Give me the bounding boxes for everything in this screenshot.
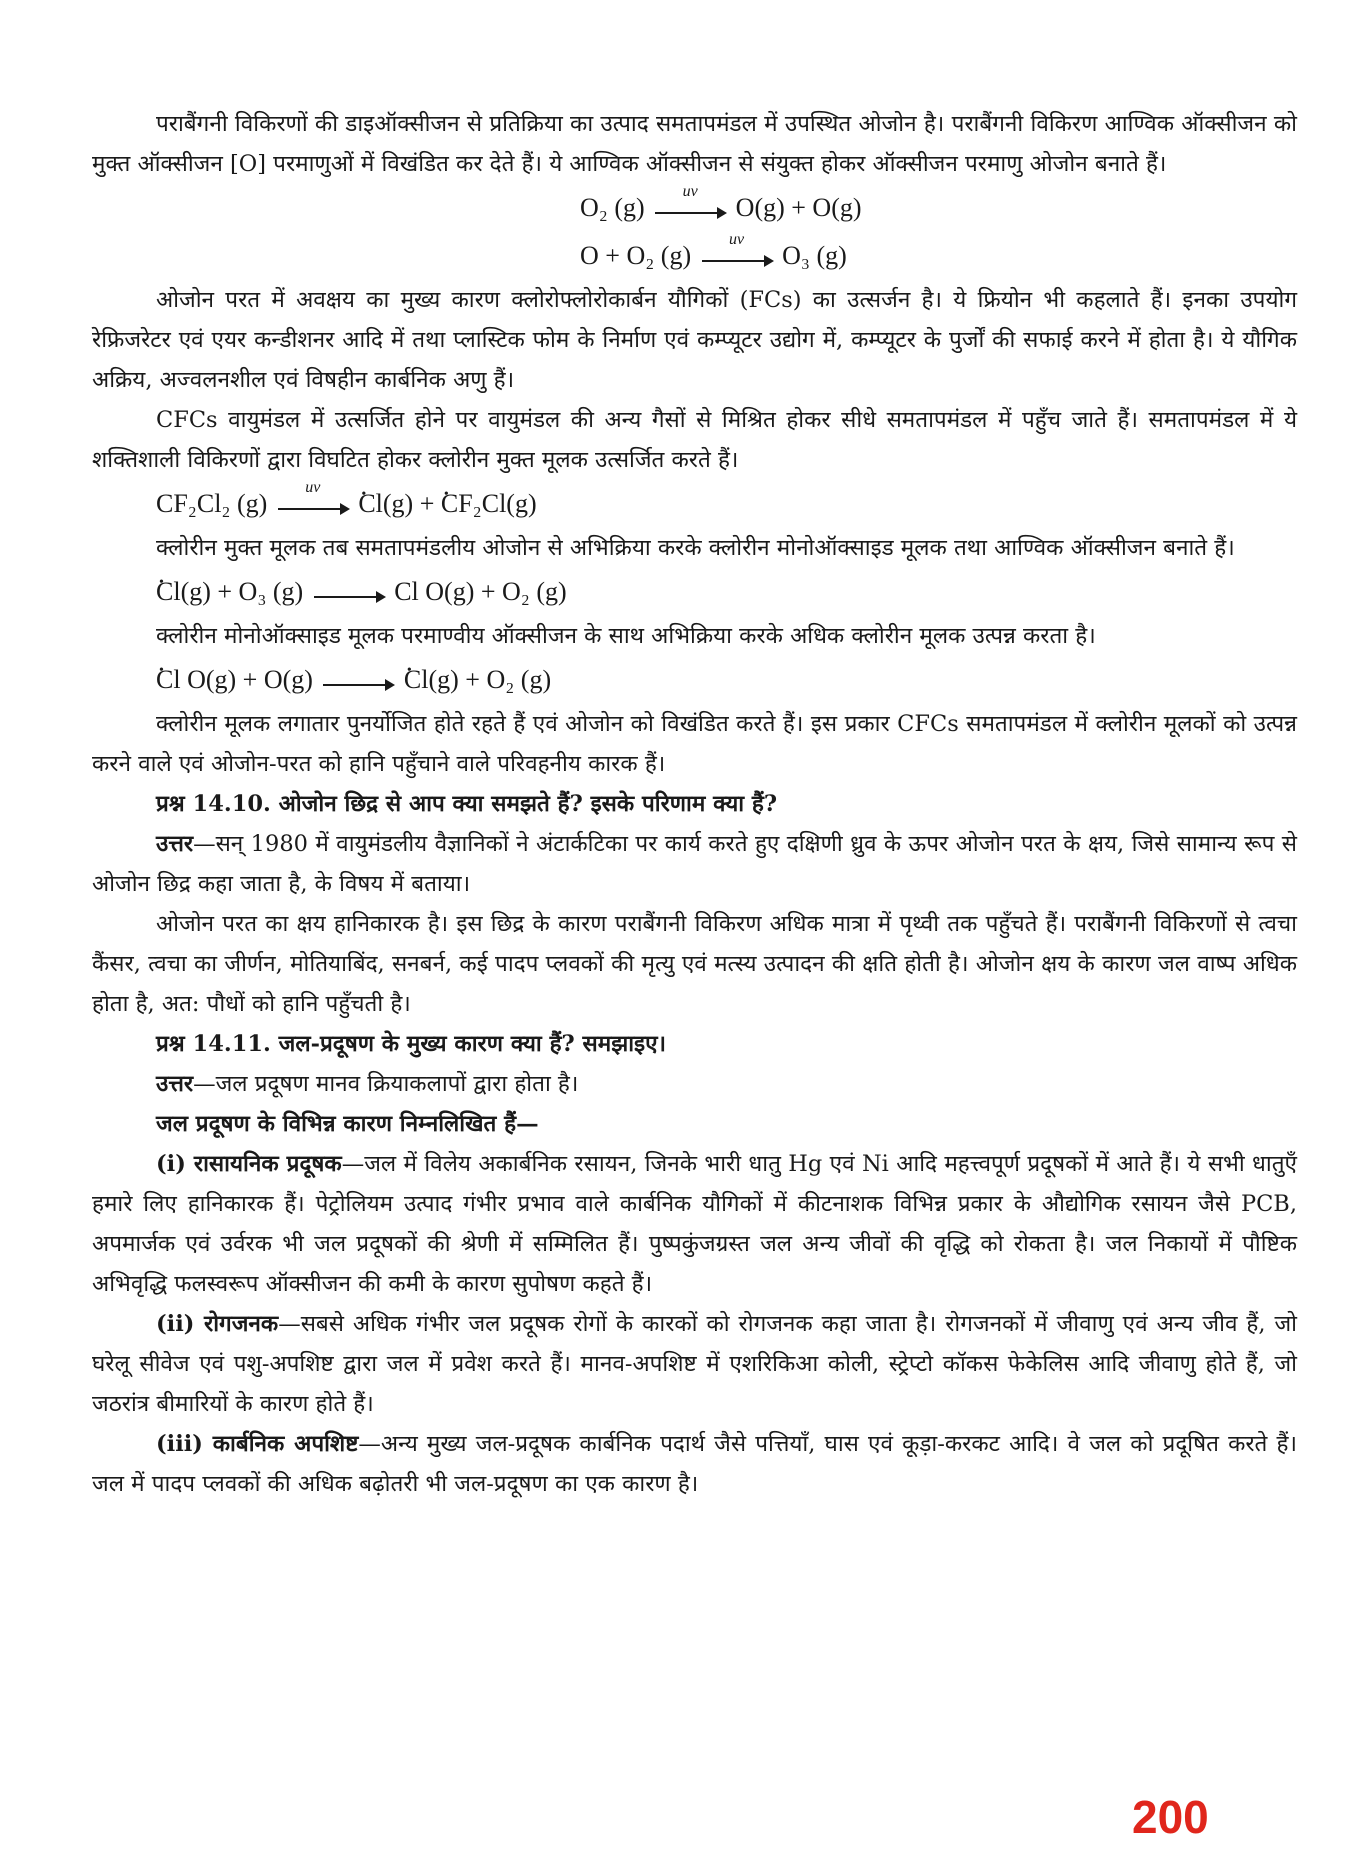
- paragraph-uv-ozone: पराबैंगनी विकिरणों की डाइऑक्सीजन से प्रतिक्रिया का उत्पाद समतापमंडल में उपस्थित ओजोन है। पराबैंगनी विकिरण आण्विक ऑक्सीजन को मुक्त ऑक्सीजन [O] परमाणुओं में विखंडित कर देते हैं। ये आण्विक ऑक्सीजन से संयुक्त होकर ऑक्सीजन परमाणु ओजोन बनाते हैं।: [92, 111, 1297, 177]
- answer-14-10: [92, 824, 1297, 904]
- answer-14-11: [92, 1064, 1297, 1104]
- reaction-arrow-icon: [702, 231, 772, 262]
- reaction-arrow-icon: [323, 678, 393, 686]
- equation-rhs-radical: • Cl(g) +: [358, 489, 441, 518]
- cause-pathogens: [92, 1304, 1297, 1424]
- cause-text: —जल में विलेय अकार्बनिक रसायन, जिनके भारी धातु Hg एवं Ni आदि महत्त्वपूर्ण प्रदूषकों में आते हैं। ये सभी धातुएँ हमारे लिए हानिकारक हैं। पेट्रोलियम उत्पाद गंभीर प्रभाव वाले कार्बनिक यौगिकों में कीटनाशक विभिन्न प्रकार के औद्योगिक रसायन जैसे PCB, अपमार्जक एवं उर्वरक भी जल प्रदूषकों की श्रेणी में सम्मिलित हैं। पुष्पकुंजग्रस्त जल अन्य जीवों की वृद्धि को रोकता है। जल निकायों में पौष्टिक अभिवृद्धि फलस्वरूप ऑक्सीजन की कमी के कारण सुपोषण कहते हैं।: [92, 1151, 1297, 1297]
- equation-lhs: • Cl(g) + O₃ (g): [156, 577, 303, 606]
- paragraph-chlorine-cycle: क्लोरीन मूलक लगातार पुनर्योजित होते रहते हैं एवं ओजोन को विखंडित करते हैं। इस प्रकार CFCs समतापमंडल में क्लोरीन मूलकों को उत्पन्न करने वाले एवं ओजोन-परत को हानि पहुँचाने वाले परिवहनीय कारक हैं।: [92, 711, 1297, 777]
- cause-chemical: [92, 1144, 1297, 1304]
- equation-lhs: O + O₂ (g): [580, 241, 692, 270]
- equation-o2-split: [92, 184, 1297, 232]
- equation-lhs: CF₂Cl₂ (g): [156, 489, 268, 518]
- uv-label: uv: [682, 183, 698, 201]
- answer-text: —सन् 1980 में वायुमंडलीय वैज्ञानिकों ने अंटार्कटिका पर कार्य करते हुए दक्षिणी ध्रुव के ऊपर ओजोन परत के क्षय, जिसे सामान्य रूप से ओजोन छिद्र कहा जाता है, के विषय में बताया।: [92, 831, 1297, 897]
- equation-ozone-formation: [92, 232, 1297, 280]
- equation-rhs: O(g) + O(g): [735, 193, 862, 222]
- equation-chlorine-ozone: [92, 568, 1297, 616]
- answer-label: उत्तर: [156, 831, 194, 857]
- uv-label: uv: [729, 231, 745, 249]
- cause-label: (i) रासायनिक प्रदूषक: [156, 1151, 342, 1177]
- cause-label: (iii) कार्बनिक अपशिष्ट: [156, 1431, 359, 1457]
- section-heading-causes: जल प्रदूषण के विभिन्न कारण निम्नलिखित हैं—: [156, 1111, 539, 1137]
- paragraph-ozone-hole-effects: ओजोन परत का क्षय हानिकारक है। इस छिद्र के कारण पराबैंगनी विकिरण अधिक मात्रा में पृथ्वी तक पहुँचते हैं। पराबैंगनी विकिरणों से त्वचा कैंसर, त्वचा का जीर्णन, मोतियाबिंद, सनबर्न, कई पादप प्लवकों की मृत्यु एवं मत्स्य उत्पादन की क्षति होती है। ओजोन क्षय के कारण जल वाष्प अधिक होता है, अत: पौधों को हानि पहुँचती है।: [92, 911, 1297, 1017]
- equation-rhs: • Cl(g) + O₂ (g): [404, 665, 551, 694]
- cause-label: (ii) रोगजनक: [156, 1311, 279, 1337]
- reaction-arrow-icon: [278, 479, 348, 510]
- paragraph-cfc-cause: ओजोन परत में अवक्षय का मुख्य कारण क्लोरोफ्लोरोकार्बन यौगिकों (FCs) का उत्सर्जन है। ये फ्रियोन भी कहलाते हैं। इनका उपयोग रेफ्रिजरेटर एवं एयर कन्डीशनर आदि में तथा प्लास्टिक फोम के निर्माण एवं कम्प्यूटर उद्योग में, कम्प्यूटर के पुर्जों की सफाई करने में होता है। ये यौगिक अक्रिय, अज्वलनशील एवं विषहीन कार्बनिक अणु हैं।: [92, 287, 1297, 393]
- paragraph-monoxide: क्लोरीन मोनोऑक्साइड मूलक परमाण्वीय ऑक्सीजन के साथ अभिक्रिया करके अधिक क्लोरीन मूलक उत्पन्न करता है।: [156, 623, 1096, 649]
- cause-text: —सबसे अधिक गंभीर जल प्रदूषक रोगों के कारकों को रोगजनक कहा जाता है। रोगजनकों में जीवाणु एवं अन्य जीव हैं, जो घरेलू सीवेज एवं पशु-अपशिष्ट द्वारा जल में प्रवेश करते हैं। मानव-अपशिष्ट में एशरिकिआ कोली, स्ट्रेप्टो कॉकस फेकेलिस आदि जीवाणु होते हैं, जो जठरांत्र बीमारियों के कारण होते हैं।: [92, 1311, 1297, 1417]
- uv-label: uv: [305, 479, 321, 497]
- page-number: 200: [1132, 1791, 1209, 1843]
- equation-rhs: Cl O(g) + O₂ (g): [394, 577, 567, 606]
- equation-lhs: • Cl O(g) + O(g): [156, 665, 313, 694]
- reaction-arrow-icon: [655, 183, 725, 214]
- cause-text: —अन्य मुख्य जल-प्रदूषक कार्बनिक पदार्थ जैसे पत्तियाँ, घास एवं कूड़ा-करकट आदि। वे जल को प्रदूषित करते हैं। जल में पादप प्लवकों की अधिक बढ़ोतरी भी जल-प्रदूषण का एक कारण है।: [92, 1431, 1297, 1497]
- page-body: [92, 104, 1297, 1504]
- equation-rhs-radical-2: • CF₂Cl(g): [441, 489, 537, 518]
- question-14-10: प्रश्न 14.10. ओजोन छिद्र से आप क्या समझते हैं? इसके परिणाम क्या हैं?: [156, 791, 778, 817]
- answer-label: उत्तर: [156, 1071, 194, 1097]
- question-14-11: प्रश्न 14.11. जल-प्रदूषण के मुख्य कारण क्या हैं? समझाइए।: [156, 1031, 667, 1057]
- paragraph-chlorine-ozone: क्लोरीन मुक्त मूलक तब समतापमंडलीय ओजोन से अभिक्रिया करके क्लोरीन मोनोऑक्साइड मूलक तथा आण्विक ऑक्सीजन बनाते हैं।: [156, 535, 1235, 561]
- answer-text: —जल प्रदूषण मानव क्रियाकलापों द्वारा होता है।: [193, 1071, 579, 1097]
- cause-organic-waste: [92, 1424, 1297, 1504]
- paragraph-cfc-stratosphere: CFCs वायुमंडल में उत्सर्जित होने पर वायुमंडल की अन्य गैसों से मिश्रित होकर सीधे समतापमंडल में पहुँच जाते हैं। समतापमंडल में ये शक्तिशाली विकिरणों द्वारा विघटित होकर क्लोरीन मुक्त मूलक उत्सर्जित करते हैं।: [92, 407, 1297, 473]
- equation-lhs: O₂ (g): [580, 193, 645, 222]
- equation-monoxide-oxygen: [92, 656, 1297, 704]
- reaction-arrow-icon: [314, 590, 384, 598]
- equation-rhs: O₃ (g): [782, 241, 847, 270]
- equation-cfc-breakdown: [92, 480, 1297, 528]
